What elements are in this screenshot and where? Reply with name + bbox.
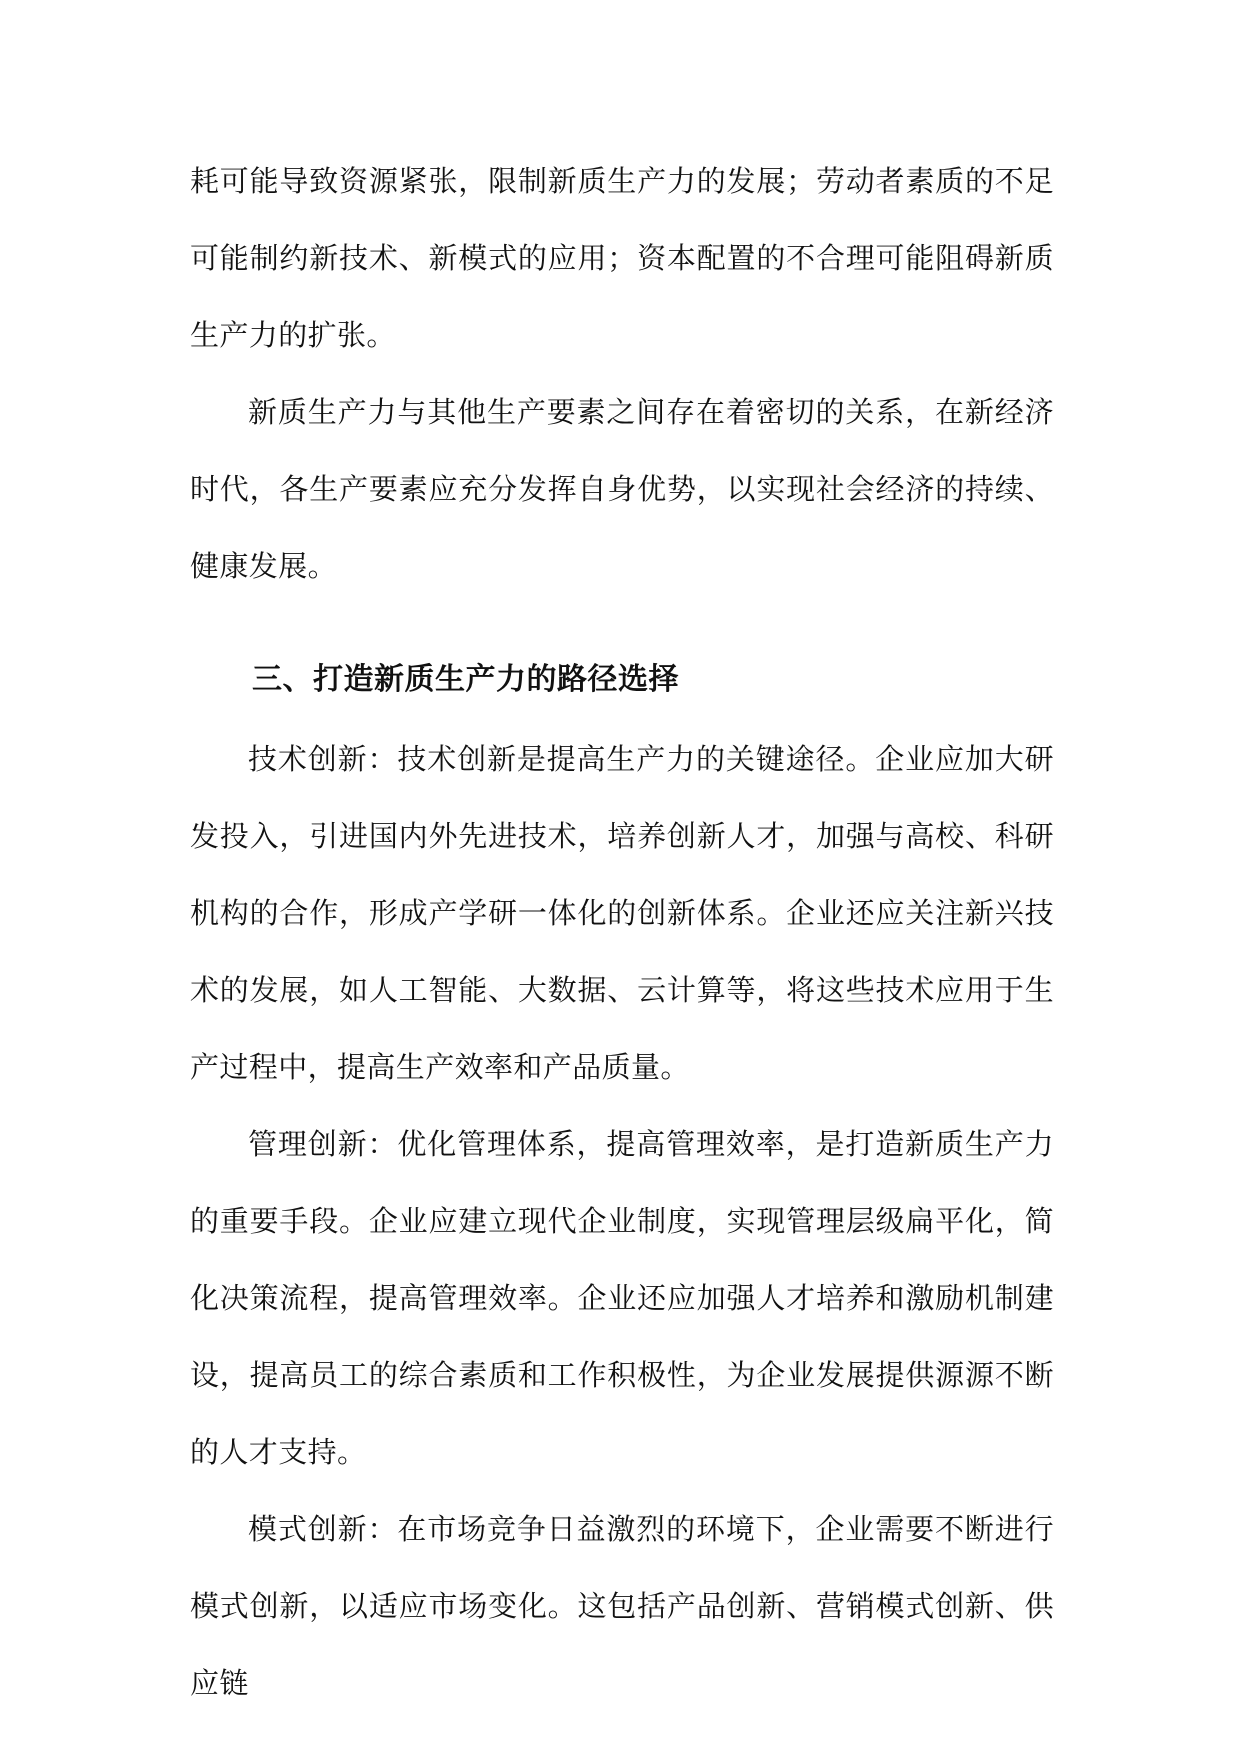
paragraph-model-innovation: 模式创新：在市场竞争日益激烈的环境下，企业需要不断进行模式创新，以适应市场变化。这包括产品创新、营销模式创新、供应链 <box>190 1512 1054 1700</box>
document-body <box>190 143 1054 1722</box>
paragraph-tech-innovation: 技术创新：技术创新是提高生产力的关键途径。企业应加大研发投入，引进国内外先进技术，培养创新人才，加强与高校、科研机构的合作，形成产学研一体化的创新体系。企业还应关注新兴技术的发展，如人工智能、大数据、云计算等，将这些技术应用于生产过程中，提高生产效率和产品质量。 <box>190 742 1054 1084</box>
paragraph-continued: 耗可能导致资源紧张，限制新质生产力的发展；劳动者素质的不足可能制约新技术、新模式的应用；资本配置的不合理可能阻碍新质生产力的扩张。 <box>190 164 1054 352</box>
paragraph-management-innovation: 管理创新：优化管理体系，提高管理效率，是打造新质生产力的重要手段。企业应建立现代企业制度，实现管理层级扁平化，简化决策流程，提高管理效率。企业还应加强人才培养和激励机制建设，提高员工的综合素质和工作积极性，为企业发展提供源源不断的人才支持。 <box>190 1127 1054 1469</box>
paragraph-relationship: 新质生产力与其他生产要素之间存在着密切的关系，在新经济时代，各生产要素应充分发挥自身优势，以实现社会经济的持续、健康发展。 <box>190 395 1054 583</box>
section-heading: 三、打造新质生产力的路径选择 <box>252 662 679 697</box>
